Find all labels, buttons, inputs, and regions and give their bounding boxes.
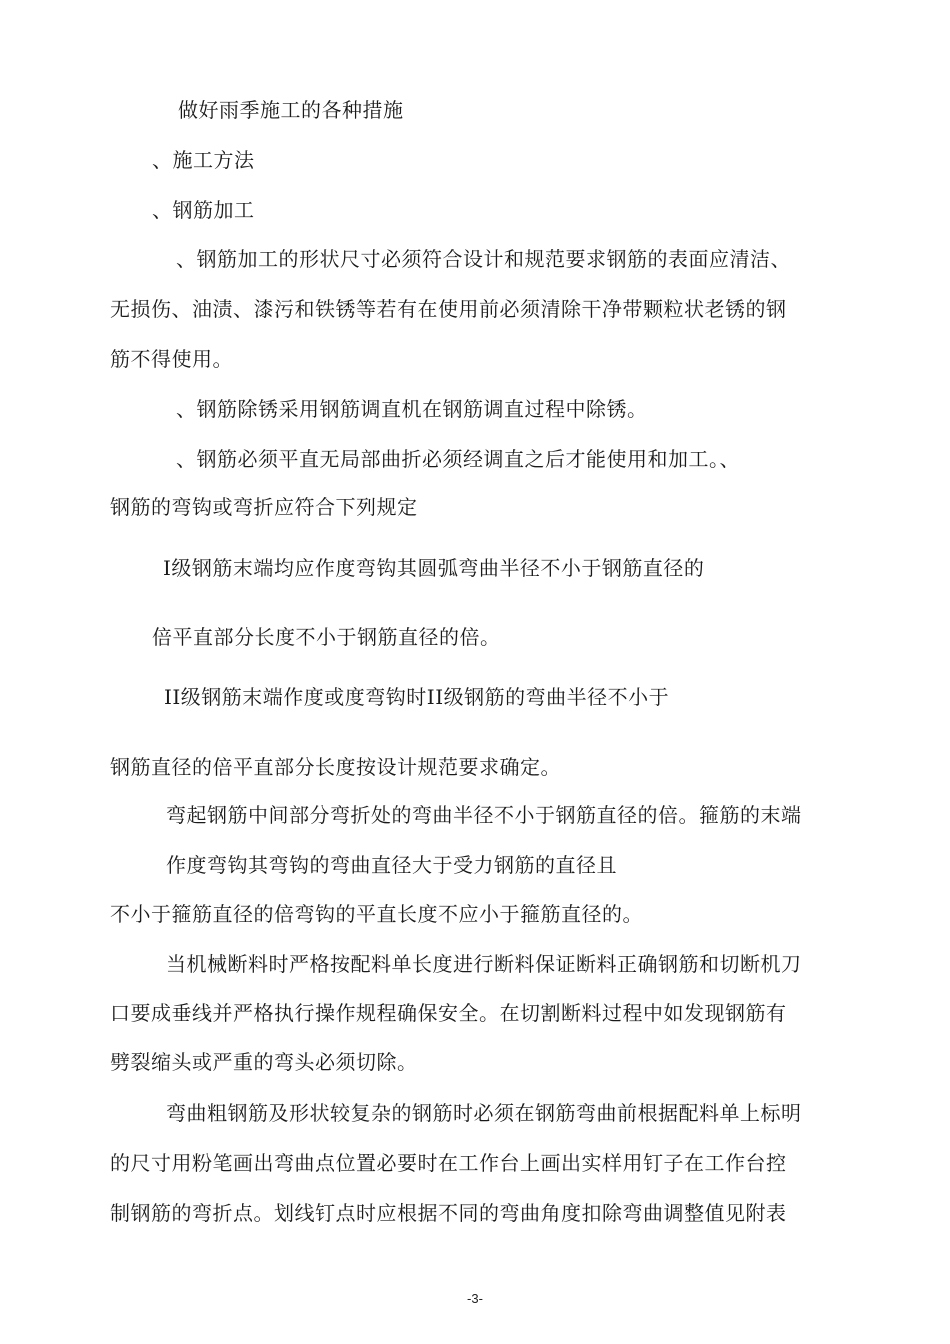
text-line: II级钢筋末端作度或度弯钩时II级钢筋的弯曲半径不小于 <box>164 685 670 709</box>
text-line: 钢筋直径的倍平直部分长度按设计规范要求确定。 <box>110 755 561 779</box>
text-line: 的尺寸用粉笔画出弯曲点位置必要时在工作台上画出实样用钉子在工作台控 <box>110 1151 787 1175</box>
text-line: 当机械断料时严格按配料单长度进行断料保证断料正确钢筋和切断机刀 <box>166 952 802 976</box>
text-line: 不小于箍筋直径的倍弯钩的平直长度不应小于箍筋直径的。 <box>110 902 643 926</box>
text-line: I级钢筋末端均应作度弯钩其圆弧弯曲半径不小于钢筋直径的 <box>163 556 705 580</box>
text-line: 、钢筋加工的形状尺寸必须符合设计和规范要求钢筋的表面应清洁、 <box>176 247 791 271</box>
page-number: -3- <box>467 1291 483 1306</box>
text-line: 、施工方法 <box>152 148 255 172</box>
text-line: 、钢筋加工 <box>152 198 255 222</box>
text-line: 无损伤、油渍、漆污和铁锈等若有在使用前必须清除干净带颗粒状老锈的钢 <box>110 297 787 321</box>
text-line: 做好雨季施工的各种措施 <box>178 98 404 122</box>
text-line: 制钢筋的弯折点。划线钉点时应根据不同的弯曲角度扣除弯曲调整值见附表 <box>110 1201 787 1225</box>
text-line: 弯起钢筋中间部分弯折处的弯曲半径不小于钢筋直径的倍。箍筋的末端 <box>166 803 802 827</box>
text-line: 筋不得使用。 <box>110 347 233 371</box>
text-line: 弯曲粗钢筋及形状较复杂的钢筋时必须在钢筋弯曲前根据配料单上标明 <box>166 1101 802 1125</box>
text-line: 劈裂缩头或严重的弯头必须切除。 <box>110 1050 418 1074</box>
text-line: 钢筋的弯钩或弯折应符合下列规定 <box>110 495 418 519</box>
text-line: 倍平直部分长度不小于钢筋直径的倍。 <box>152 625 501 649</box>
text-line: 作度弯钩其弯钩的弯曲直径大于受力钢筋的直径且 <box>166 853 617 877</box>
text-line: 、钢筋除锈采用钢筋调直机在钢筋调直过程中除锈。 <box>176 397 648 421</box>
text-line: 、钢筋必须平直无局部曲折必须经调直之后才能使用和加工。、 <box>176 447 740 471</box>
text-line: 口要成垂线并严格执行操作规程确保安全。在切割断料过程中如发现钢筋有 <box>110 1001 787 1025</box>
